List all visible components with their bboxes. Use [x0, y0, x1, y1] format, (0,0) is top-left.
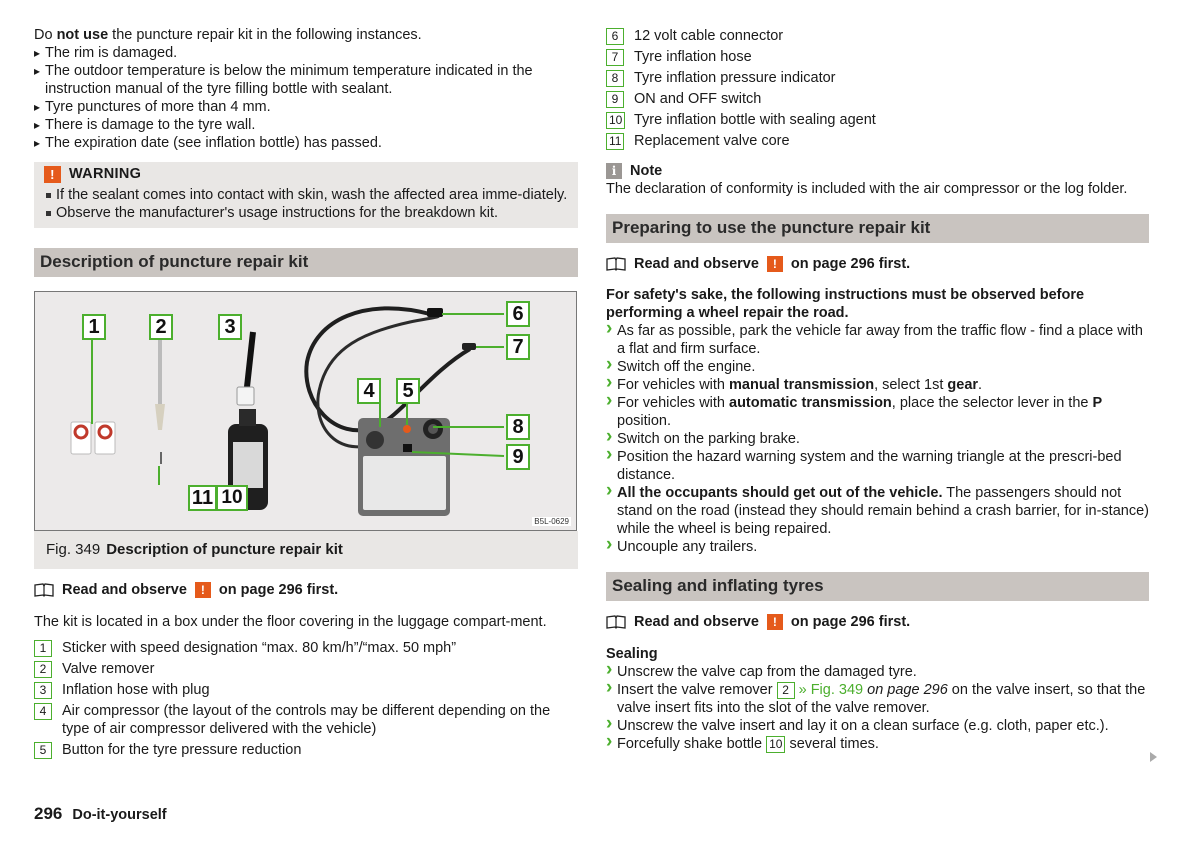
- legend-item: 5 Button for the tyre pressure reduction: [34, 741, 578, 759]
- power-switch: [403, 444, 412, 452]
- warning-item: Observe the manufacturer's usage instructions for the breakdown kit.: [44, 204, 568, 222]
- section-title-preparing: Preparing to use the puncture repair kit: [606, 214, 1149, 243]
- kit-illustration: [35, 292, 576, 530]
- step-item: › Position the hazard warning system and the warning triangle at the prescri-bed distance.: [606, 448, 1149, 484]
- list-item: ▸ There is damage to the tyre wall.: [34, 116, 578, 134]
- page-reference-link[interactable]: on page 296 first.: [790, 614, 911, 630]
- kit-location-text: The kit is located in a box under the floor covering in the luggage compart-ment.: [34, 614, 547, 630]
- next-page-arrow-icon[interactable]: [1150, 752, 1157, 762]
- component-legend-continued: [606, 27, 1149, 150]
- page-number: 296: [34, 804, 63, 823]
- callout-3: 3: [218, 314, 242, 340]
- warning-icon: !: [195, 582, 211, 598]
- page-reference-link[interactable]: on page 296 first.: [790, 256, 911, 272]
- callout-8: 8: [506, 414, 530, 440]
- legend-number: 11: [606, 133, 624, 150]
- section-title-sealing: Sealing and inflating tyres: [606, 572, 1149, 601]
- step-item: › Insert the valve remover 2 » Fig. 349 on page 296 on the valve insert, so that the valve insert fits into the slot of the valve remover.: [606, 681, 1149, 717]
- read-observe-notice: Read and observe ! on page 296 first.: [606, 613, 1149, 631]
- step-item: › Switch off the engine.: [606, 358, 1149, 376]
- instances-list: [34, 44, 578, 152]
- step-item: › All the occupants should get out of the vehicle. The passengers should not stand on the road (instead they should remain behind a crash barrier, for in-stance) while the wheel is being repaired.: [606, 484, 1149, 538]
- step-item: › Uncouple any trailers.: [606, 538, 1149, 556]
- legend-number: 8: [606, 70, 624, 87]
- step-item: › For vehicles with manual transmission, select 1st gear.: [606, 376, 1149, 394]
- warning-icon: !: [767, 256, 783, 272]
- hose-cap: [237, 387, 254, 405]
- warning-list: [44, 186, 568, 222]
- warning-icon: !: [767, 614, 783, 630]
- note-text: The declaration of conformity is included with the air compressor or the log folder.: [606, 181, 1128, 197]
- legend-number: 4: [34, 703, 52, 720]
- legend-number: 9: [606, 91, 624, 108]
- left-column: [34, 26, 578, 762]
- bottle-label: [233, 442, 263, 488]
- pressure-release-button: [403, 425, 411, 433]
- legend-number: 1: [34, 640, 52, 657]
- list-item: ▸ The rim is damaged.: [34, 44, 578, 62]
- step-item: › Forcefully shake bottle 10 several times.: [606, 735, 1149, 753]
- step-item: › As far as possible, park the vehicle far away from the traffic flow - find a place with a flat and firm surface.: [606, 322, 1149, 358]
- callout-6: 6: [506, 301, 530, 327]
- legend-number: 3: [34, 682, 52, 699]
- safety-heading: For safety's sake, the following instructions must be observed before performing a wheel repair the road.: [606, 287, 1085, 321]
- list-item: ▸ The outdoor temperature is below the minimum temperature indicated in the instruction manual of the tyre filling bottle with sealant.: [34, 62, 578, 98]
- callout-11: 11: [188, 485, 217, 511]
- page-footer: [34, 805, 167, 824]
- compressor-vent: [366, 431, 384, 449]
- sealing-subheading: Sealing: [606, 646, 658, 662]
- legend-item: 1 Sticker with speed designation “max. 80 km/h”/“max. 50 mph”: [34, 639, 578, 657]
- note-header: [606, 162, 1149, 180]
- step-item: › For vehicles with automatic transmission, place the selector lever in the P position.: [606, 394, 1149, 430]
- warning-item: If the sealant comes into contact with skin, wash the affected area imme-diately.: [44, 186, 568, 204]
- right-column: [606, 27, 1149, 753]
- legend-item: 2 Valve remover: [34, 660, 578, 678]
- step-item: › Switch on the parking brake.: [606, 430, 1149, 448]
- inflation-hose: [247, 332, 253, 387]
- callout-1: 1: [82, 314, 106, 340]
- list-item: ▸ The expiration date (see inflation bottle) has passed.: [34, 134, 578, 152]
- compressor-label: [363, 456, 446, 510]
- list-item: ▸ Tyre punctures of more than 4 mm.: [34, 98, 578, 116]
- figure-caption-text: Description of puncture repair kit: [106, 541, 343, 558]
- section-title-description: Description of puncture repair kit: [34, 248, 578, 277]
- figure-link[interactable]: » Fig. 349: [798, 682, 864, 698]
- warning-title: WARNING: [69, 166, 142, 182]
- legend-item: 10 Tyre inflation bottle with sealing agent: [606, 111, 1149, 129]
- book-icon: [606, 615, 626, 629]
- hose-plug: [462, 343, 476, 350]
- book-icon: [606, 257, 626, 271]
- legend-item: 7 Tyre inflation hose: [606, 48, 1149, 66]
- legend-number: 5: [34, 742, 52, 759]
- legend-number: 10: [606, 112, 625, 129]
- cable-connector-plug: [427, 308, 443, 317]
- legend-item: 11 Replacement valve core: [606, 132, 1149, 150]
- intro-text: Do not use the puncture repair kit in the following instances.: [34, 27, 422, 43]
- figure-caption: [34, 531, 578, 569]
- legend-item: 9 ON and OFF switch: [606, 90, 1149, 108]
- callout-2: 2: [149, 314, 173, 340]
- info-icon: i: [606, 163, 622, 179]
- page-reference-link[interactable]: on page 296 first.: [218, 582, 339, 598]
- read-observe-notice: Read and observe ! on page 296 first.: [34, 581, 578, 599]
- figure-puncture-kit: [34, 291, 577, 531]
- legend-item: 4 Air compressor (the layout of the controls may be different depending on the type of air compressor delivered with the vehicle): [34, 702, 578, 738]
- callout-5: 5: [396, 378, 420, 404]
- valve-remover-tip: [155, 404, 165, 430]
- figure-caption-number: Fig. 349: [46, 541, 101, 558]
- legend-number: 7: [606, 49, 624, 66]
- inline-number: 2: [777, 682, 795, 699]
- callout-10: 10: [216, 485, 248, 511]
- warning-icon: !: [44, 166, 61, 183]
- preparation-steps: [606, 322, 1149, 556]
- legend-item: 3 Inflation hose with plug: [34, 681, 578, 699]
- callout-4: 4: [357, 378, 381, 404]
- legend-number: 6: [606, 28, 624, 45]
- callout-9: 9: [506, 444, 530, 470]
- warning-header: [44, 165, 568, 183]
- note-title: Note: [630, 163, 663, 179]
- figure-tag: B5L-0629: [534, 517, 569, 526]
- warning-box: [34, 162, 578, 228]
- step-item: › Unscrew the valve insert and lay it on a clean surface (e.g. cloth, paper etc.).: [606, 717, 1149, 735]
- footer-section: Do-it-yourself: [72, 807, 167, 823]
- step-item: › Unscrew the valve cap from the damaged tyre.: [606, 663, 1149, 681]
- inline-number: 10: [766, 736, 785, 753]
- legend-item: 8 Tyre inflation pressure indicator: [606, 69, 1149, 87]
- sealing-steps: [606, 663, 1149, 753]
- callout-7: 7: [506, 334, 530, 360]
- legend-item: 6 12 volt cable connector: [606, 27, 1149, 45]
- book-icon: [34, 583, 54, 597]
- read-observe-notice: Read and observe ! on page 296 first.: [606, 255, 1149, 273]
- component-legend: [34, 639, 578, 759]
- legend-number: 2: [34, 661, 52, 678]
